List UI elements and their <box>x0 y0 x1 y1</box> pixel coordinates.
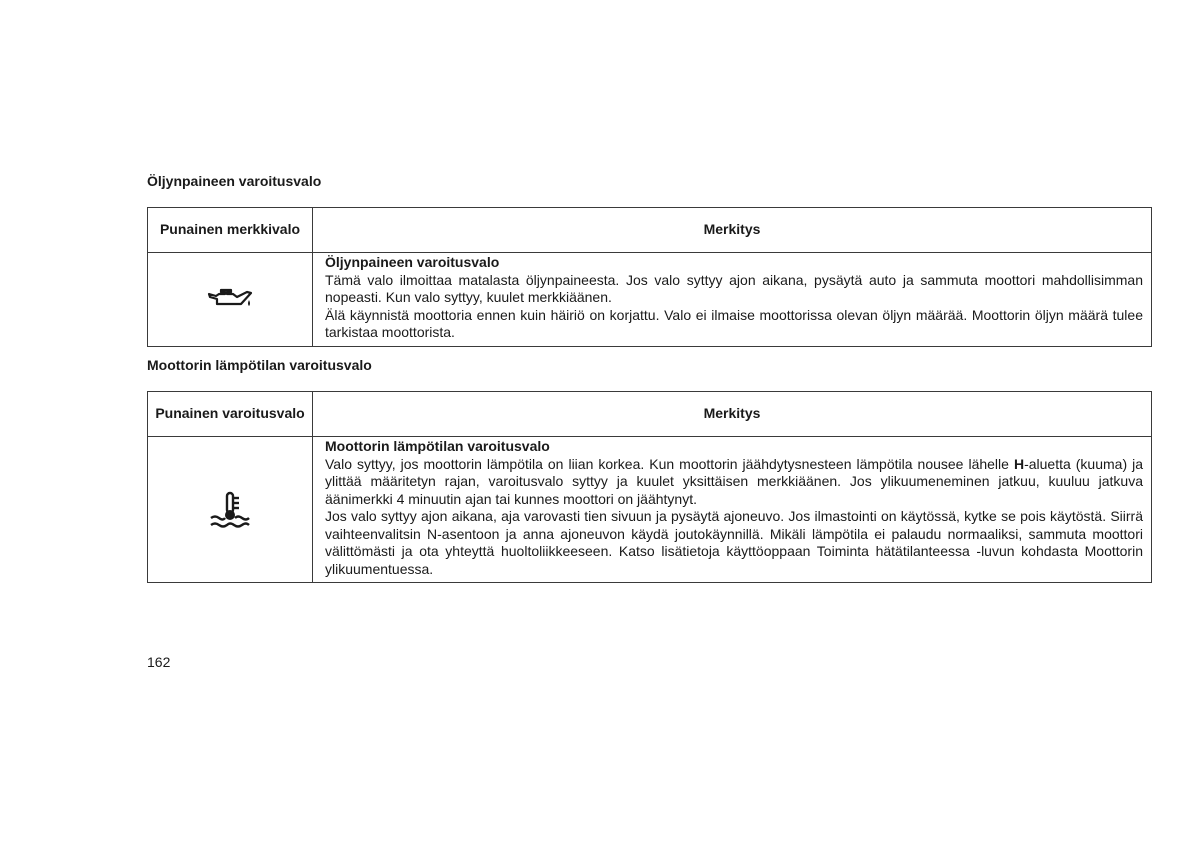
cell-title: Öljynpaineen varoitusvalo <box>325 254 500 270</box>
light-column-header: Punainen varoitusvalo <box>148 392 313 437</box>
paragraph: Älä käynnistä moottoria ennen kuin häiriö on korjattu. Valo ei ilmaise moottorissa olevan öljyn määrää. Moottorin öljyn määrä tulee tarkistaa moottorista. <box>325 306 1143 340</box>
light-column-header: Punainen merkkivalo <box>148 208 313 253</box>
table-header-row <box>148 208 1152 253</box>
page-number: 162 <box>147 654 171 670</box>
meaning-cell <box>313 437 1152 583</box>
paragraph <box>325 456 1143 509</box>
table-row <box>148 437 1152 583</box>
meaning-column-header: Merkitys <box>313 208 1152 253</box>
table-header-row <box>148 392 1152 437</box>
paragraph: Jos valo syttyy ajon aikana, aja varovasti tien sivuun ja pysäytä ajoneuvo. Jos ilmastointi on käytössä, kytke se pois käytöstä. Siirrä vaihteenvalitsin N-asentoon ja anna ajoneuvon käydä joutokäynnillä. Mikäli lämpötila ei palaudu normaaliksi, sammuta moottori välittömästi ja ota yhteyttä huoltoliikkeeseen. Katso lisätietoja käyttöoppaan Toiminta hätätilanteessa -luvun kohdasta Moottorin ylikuumentuessa. <box>325 508 1143 577</box>
bold-text: H <box>1013 455 1025 472</box>
icon-cell <box>148 253 313 347</box>
oil-can-icon <box>207 290 253 306</box>
paragraph: Tämä valo ilmoittaa matalasta öljynpaineesta. Jos valo syttyy ajon aikana, pysäytä auto ja sammuta moottori mahdollisimman nopeasti. Kun valo syttyy, kuulet merkkiäänen. <box>325 271 1143 305</box>
coolant-temperature-icon <box>208 500 252 516</box>
oil-pressure-section-heading: Öljynpaineen varoitusvalo <box>147 173 322 189</box>
icon-cell <box>148 437 313 583</box>
table-row <box>148 253 1152 347</box>
paragraph-text: -aluetta (kuuma) ja ylittää määritetyn rajan, varoitusvalo syttyy ja kuulet yksittäisen merkkiäänen. Jos ylikuumeneminen jatkuu, kuuluu jatkuva äänimerkki 4 minuutin ajan tai kunnes moottori on jäähtynyt. <box>325 455 1143 507</box>
engine-temperature-section-heading: Moottorin lämpötilan varoitusvalo <box>147 357 372 373</box>
cell-title: Moottorin lämpötilan varoitusvalo <box>325 438 550 454</box>
oil-pressure-table <box>147 207 1152 347</box>
paragraph-text: Valo syttyy, jos moottorin lämpötila on liian korkea. Kun moottorin jäähdytysnesteen lämpötila nousee lähelle <box>325 455 1014 472</box>
meaning-cell <box>313 253 1152 347</box>
engine-temperature-table <box>147 391 1152 583</box>
meaning-column-header: Merkitys <box>313 392 1152 437</box>
